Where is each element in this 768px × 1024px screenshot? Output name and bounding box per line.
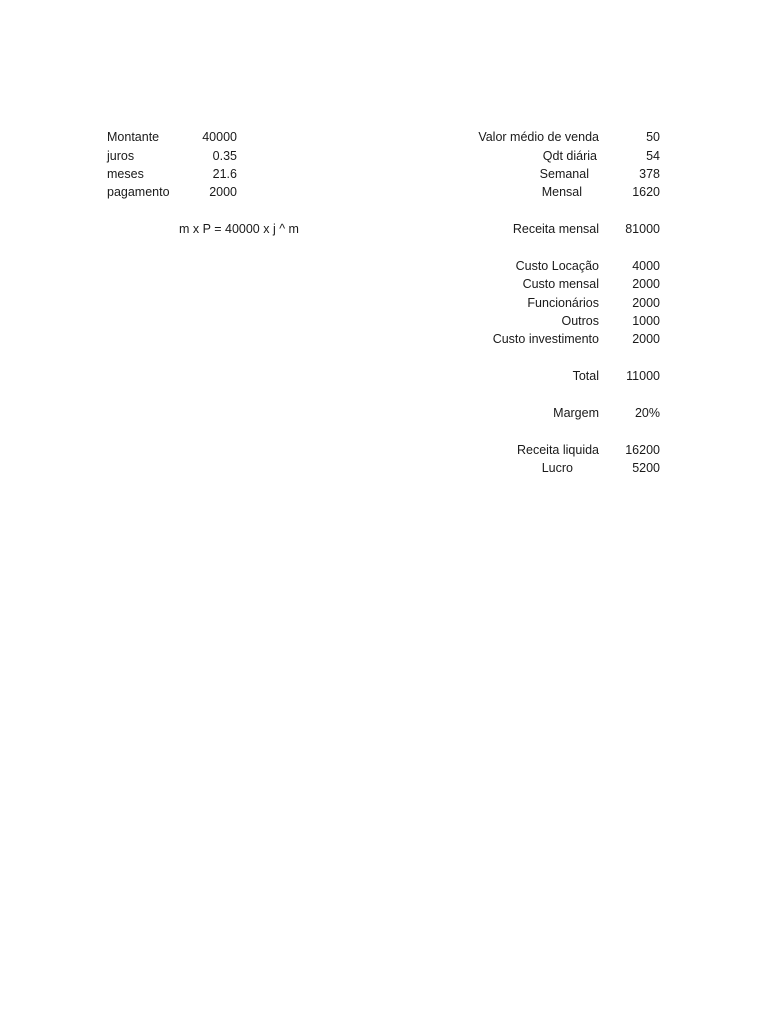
custo-mensal-label: Custo mensal xyxy=(522,277,599,291)
mensal-value: 1620 xyxy=(632,185,660,199)
receita-liquida-value: 16200 xyxy=(625,443,660,457)
valor-medio-value: 50 xyxy=(646,130,660,144)
custo-investimento-value: 2000 xyxy=(632,332,660,346)
funcionarios-value: 2000 xyxy=(632,296,660,310)
qdt-diaria-value: 54 xyxy=(646,149,660,163)
montante-label: Montante xyxy=(107,130,160,144)
semanal-label: Semanal xyxy=(539,167,589,181)
custo-locacao-value: 4000 xyxy=(632,259,660,273)
qdt-diaria-label: Qdt diária xyxy=(542,149,597,163)
receita-mensal-value: 81000 xyxy=(625,222,660,236)
mensal-label: Mensal xyxy=(541,185,582,199)
custo-locacao-label: Custo Locação xyxy=(515,259,599,273)
custo-investimento-label: Custo investimento xyxy=(492,332,599,346)
outros-label: Outros xyxy=(561,314,599,328)
formula-text: m x P = 40000 x j ^ m xyxy=(179,222,299,236)
pagamento-value: 2000 xyxy=(209,185,237,199)
juros-label: juros xyxy=(107,149,135,163)
meses-value: 21.6 xyxy=(212,167,237,181)
pagamento-label: pagamento xyxy=(107,185,170,199)
montante-value: 40000 xyxy=(202,130,237,144)
outros-value: 1000 xyxy=(632,314,660,328)
receita-mensal-label: Receita mensal xyxy=(512,222,599,236)
meses-label: meses xyxy=(107,167,144,181)
total-value: 11000 xyxy=(626,369,660,383)
juros-value: 0.35 xyxy=(212,149,237,163)
margem-value: 20% xyxy=(634,406,660,420)
funcionarios-label: Funcionários xyxy=(527,296,599,310)
lucro-value: 5200 xyxy=(632,461,660,475)
margem-label: Margem xyxy=(553,406,599,420)
semanal-value: 378 xyxy=(639,167,660,181)
custo-mensal-value: 2000 xyxy=(632,277,660,291)
lucro-label: Lucro xyxy=(541,461,573,475)
total-label: Total xyxy=(572,369,599,383)
valor-medio-label: Valor médio de venda xyxy=(478,130,599,144)
receita-liquida-label: Receita liquida xyxy=(517,443,599,457)
